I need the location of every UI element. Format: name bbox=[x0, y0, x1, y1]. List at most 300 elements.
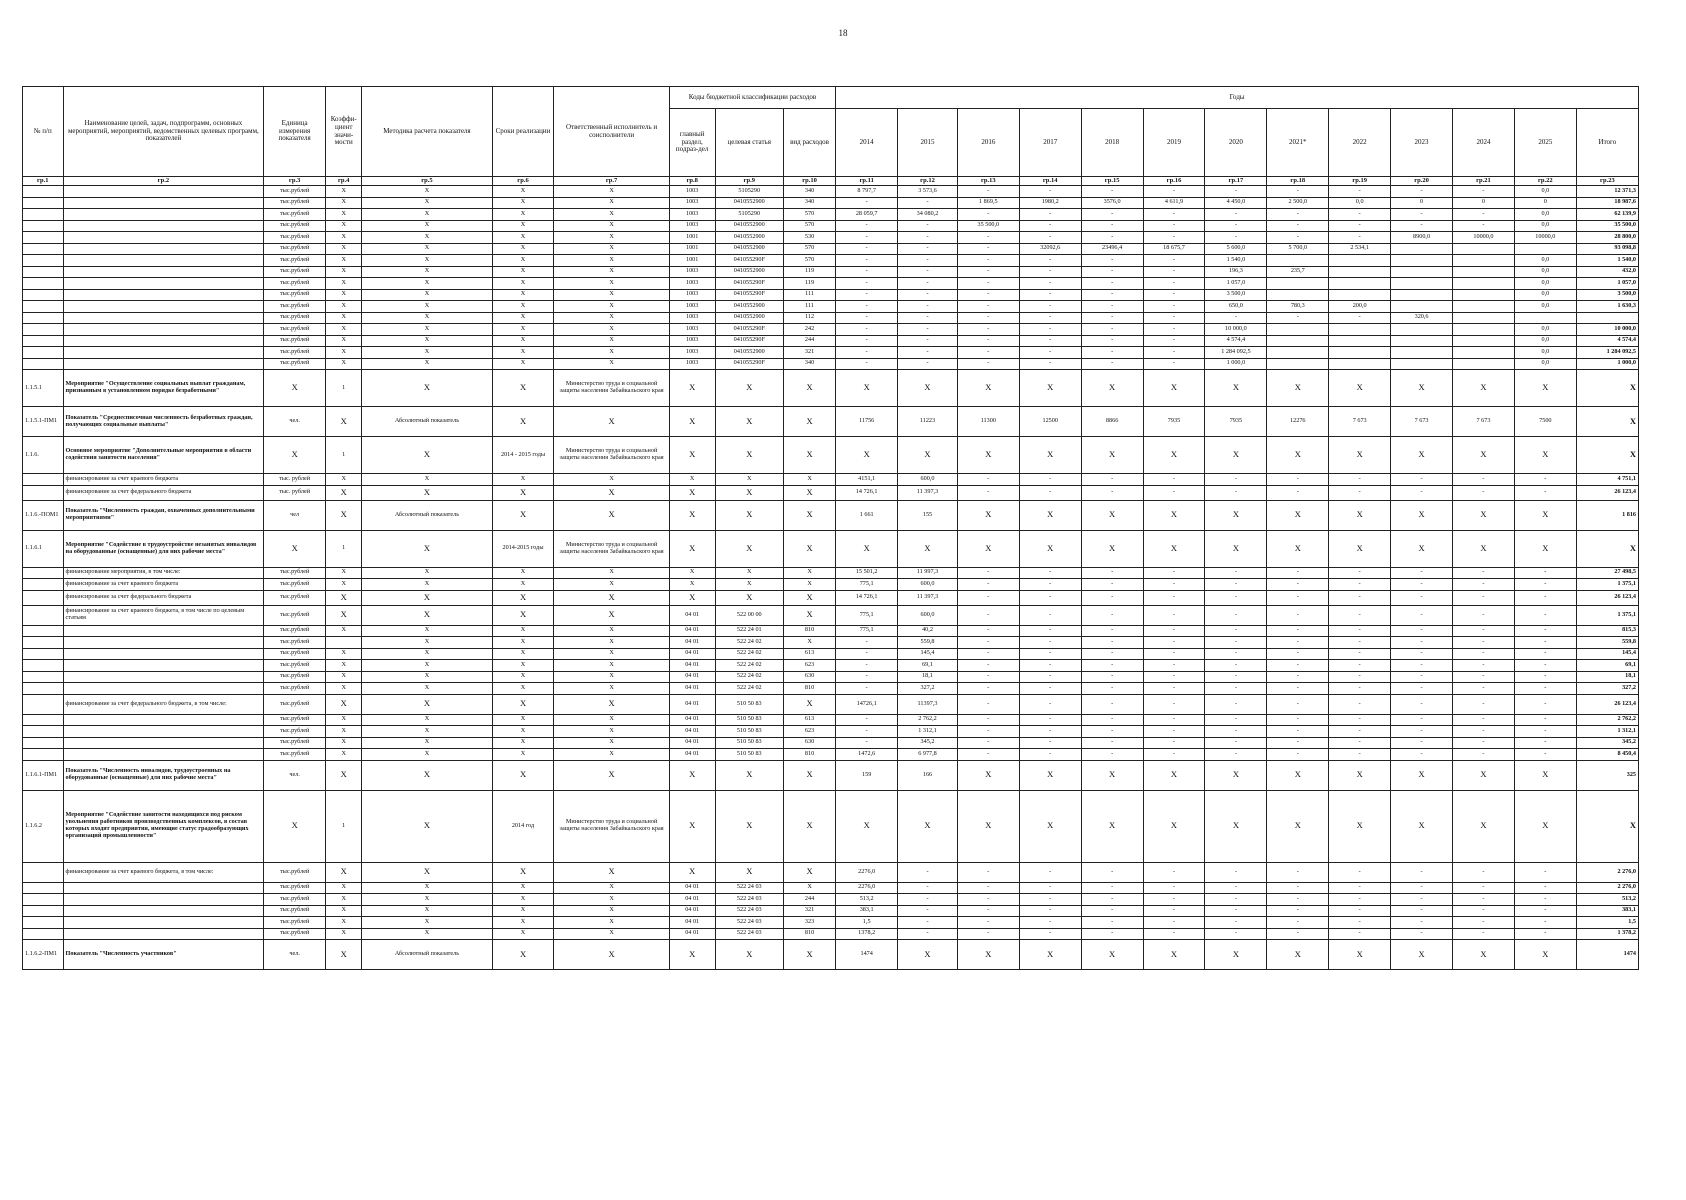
table-cell: X bbox=[1576, 370, 1638, 407]
table-cell: X bbox=[783, 474, 835, 486]
table-cell bbox=[1453, 255, 1515, 267]
table-row bbox=[23, 358, 1639, 370]
table-cell: - bbox=[1267, 648, 1329, 660]
table-cell: - bbox=[836, 358, 898, 370]
table-cell: - bbox=[1514, 694, 1576, 714]
table-cell: X bbox=[1453, 370, 1515, 407]
table-cell: - bbox=[957, 928, 1019, 940]
table-cell: 40,2 bbox=[898, 625, 958, 637]
table-cell: 513,2 bbox=[1576, 894, 1638, 906]
table-cell: 1 284 092,5 bbox=[1576, 347, 1638, 359]
table-cell: - bbox=[1453, 714, 1515, 726]
row-number-cell bbox=[23, 324, 64, 336]
table-cell: - bbox=[1453, 648, 1515, 660]
table-cell: X bbox=[362, 905, 492, 917]
table-cell bbox=[1514, 243, 1576, 255]
row-number-cell bbox=[23, 289, 64, 301]
table-cell: 345,2 bbox=[1576, 737, 1638, 749]
table-cell: Министерство труда и социальной защиты населения Забайкальского края bbox=[554, 530, 669, 567]
table-cell: X bbox=[1576, 790, 1638, 862]
table-cell: X bbox=[362, 485, 492, 500]
table-cell: - bbox=[1081, 882, 1143, 894]
table-cell bbox=[1391, 358, 1453, 370]
table-cell: - bbox=[1267, 862, 1329, 882]
row-name-cell: Мероприятие "Содействие в трудоустройстве незанятых инвалидов на оборудованные (оснащенные) для них рабочие места" bbox=[63, 530, 264, 567]
table-cell: - bbox=[898, 278, 958, 290]
table-cell: тыс.рублей bbox=[264, 660, 326, 672]
table-cell: 1980,2 bbox=[1019, 197, 1081, 209]
table-cell: Министерство труда и социальной защиты населения Забайкальского края bbox=[554, 790, 669, 862]
table-row bbox=[23, 862, 1639, 882]
table-cell: X bbox=[362, 335, 492, 347]
table-cell: 69,1 bbox=[1576, 660, 1638, 672]
table-cell: 522 00 00 bbox=[715, 605, 783, 625]
table-cell: 1003 bbox=[669, 220, 715, 232]
table-cell: X bbox=[326, 324, 362, 336]
table-cell: X bbox=[492, 726, 554, 738]
table-cell: - bbox=[1019, 186, 1081, 198]
table-cell: - bbox=[957, 335, 1019, 347]
table-cell: 0,0 bbox=[1514, 266, 1576, 278]
table-cell: тыс.рублей bbox=[264, 737, 326, 749]
table-cell: 7500 bbox=[1514, 407, 1576, 437]
table-cell: 383,1 bbox=[1576, 905, 1638, 917]
row-name-cell: Основное мероприятие "Дополнительные мероприятия в области содействия занятости населения" bbox=[63, 437, 264, 474]
table-cell: - bbox=[1143, 278, 1205, 290]
table-cell: 04 01 bbox=[669, 726, 715, 738]
table-cell: X bbox=[492, 278, 554, 290]
table-cell: 04 01 bbox=[669, 605, 715, 625]
table-cell: X bbox=[554, 894, 669, 906]
table-cell: - bbox=[1329, 186, 1391, 198]
table-cell: - bbox=[1391, 567, 1453, 579]
table-cell: 04 01 bbox=[669, 637, 715, 649]
table-cell bbox=[1391, 289, 1453, 301]
table-cell: - bbox=[1391, 637, 1453, 649]
table-cell: X bbox=[1329, 500, 1391, 530]
table-cell: 522 24 02 bbox=[715, 637, 783, 649]
table-cell: тыс.рублей bbox=[264, 917, 326, 929]
row-number-cell bbox=[23, 917, 64, 929]
table-cell: 815,3 bbox=[1576, 625, 1638, 637]
table-cell: - bbox=[1205, 928, 1267, 940]
table-cell: 04 01 bbox=[669, 714, 715, 726]
table-cell: - bbox=[1205, 660, 1267, 672]
table-cell: 2014-2015 годы bbox=[492, 530, 554, 567]
table-cell: - bbox=[1267, 637, 1329, 649]
table-cell: X bbox=[1205, 370, 1267, 407]
table-cell: 7935 bbox=[1143, 407, 1205, 437]
row-number-cell: 1.1.6.1 bbox=[23, 530, 64, 567]
table-cell: - bbox=[1205, 209, 1267, 221]
table-cell bbox=[1267, 335, 1329, 347]
table-cell: - bbox=[1205, 737, 1267, 749]
table-row bbox=[23, 605, 1639, 625]
table-cell: - bbox=[957, 737, 1019, 749]
table-cell: - bbox=[1329, 694, 1391, 714]
table-cell: - bbox=[1329, 637, 1391, 649]
table-cell: X bbox=[492, 220, 554, 232]
table-cell: 04 01 bbox=[669, 660, 715, 672]
table-cell: - bbox=[1267, 590, 1329, 605]
table-cell: - bbox=[1205, 590, 1267, 605]
table-cell: X bbox=[1514, 370, 1576, 407]
table-cell: 119 bbox=[783, 278, 835, 290]
table-cell: - bbox=[957, 255, 1019, 267]
table-cell: X bbox=[362, 917, 492, 929]
table-cell: X bbox=[783, 694, 835, 714]
table-cell: 041055290F bbox=[715, 324, 783, 336]
table-row bbox=[23, 289, 1639, 301]
table-cell: 0,0 bbox=[1514, 255, 1576, 267]
table-cell: - bbox=[1019, 590, 1081, 605]
table-cell: - bbox=[1514, 928, 1576, 940]
row-number-cell: 1.1.6.2-ПМ1 bbox=[23, 940, 64, 970]
table-cell: X bbox=[492, 485, 554, 500]
row-name-cell bbox=[63, 232, 264, 244]
table-cell: X bbox=[1391, 530, 1453, 567]
table-cell: - bbox=[836, 266, 898, 278]
table-cell: 780,3 bbox=[1267, 301, 1329, 313]
table-cell: - bbox=[1329, 749, 1391, 761]
table-cell: - bbox=[1391, 862, 1453, 882]
table-cell: X bbox=[1267, 940, 1329, 970]
table-cell: тыс.рублей bbox=[264, 694, 326, 714]
table-cell: 570 bbox=[783, 255, 835, 267]
table-cell: 1 bbox=[326, 437, 362, 474]
table-cell: - bbox=[1514, 637, 1576, 649]
table-cell: X bbox=[362, 862, 492, 882]
table-cell: 145,4 bbox=[898, 648, 958, 660]
table-cell: - bbox=[957, 579, 1019, 591]
table-cell: X bbox=[362, 648, 492, 660]
table-cell bbox=[1329, 289, 1391, 301]
table-cell: X bbox=[326, 694, 362, 714]
table-cell: 2 534,1 bbox=[1329, 243, 1391, 255]
table-cell: - bbox=[1143, 485, 1205, 500]
table-cell: 327,2 bbox=[1576, 683, 1638, 695]
table-cell: - bbox=[1081, 232, 1143, 244]
table-cell: - bbox=[1453, 567, 1515, 579]
table-cell: X bbox=[362, 567, 492, 579]
table-cell: 244 bbox=[783, 335, 835, 347]
table-cell bbox=[1329, 358, 1391, 370]
row-name-cell: Показатель "Среднесписочная численность безработных граждан, получающих социальные выплаты" bbox=[63, 407, 264, 437]
table-cell: тыс.рублей bbox=[264, 590, 326, 605]
table-cell: - bbox=[1081, 671, 1143, 683]
table-row bbox=[23, 474, 1639, 486]
table-cell: X bbox=[326, 266, 362, 278]
table-cell: 340 bbox=[783, 186, 835, 198]
table-cell: - bbox=[1205, 882, 1267, 894]
table-cell: - bbox=[1329, 474, 1391, 486]
table-cell: X bbox=[492, 347, 554, 359]
table-cell: 32092,6 bbox=[1019, 243, 1081, 255]
table-cell: 0410552900 bbox=[715, 243, 783, 255]
table-cell: - bbox=[957, 671, 1019, 683]
table-cell: - bbox=[1081, 590, 1143, 605]
table-cell: X bbox=[669, 579, 715, 591]
row-number-cell bbox=[23, 683, 64, 695]
table-cell: - bbox=[1329, 605, 1391, 625]
table-cell: X bbox=[554, 255, 669, 267]
col-header-name: Наименование целей, задач, подпрограмм, основных мероприятий, мероприятий, ведомственных целевых программ, показателей bbox=[63, 87, 264, 177]
table-cell: 041055290F bbox=[715, 278, 783, 290]
table-cell: 510 50 83 bbox=[715, 737, 783, 749]
table-cell: X bbox=[326, 209, 362, 221]
table-cell: X bbox=[362, 220, 492, 232]
table-cell: X bbox=[1267, 500, 1329, 530]
table-cell: - bbox=[898, 905, 958, 917]
table-cell: 1 375,1 bbox=[1576, 579, 1638, 591]
table-cell: X bbox=[264, 370, 326, 407]
table-cell: 1003 bbox=[669, 289, 715, 301]
table-cell: - bbox=[1514, 862, 1576, 882]
table-row bbox=[23, 347, 1639, 359]
table-cell: X bbox=[1453, 790, 1515, 862]
col-header-coef: Коэффи-циент значи-мости bbox=[326, 87, 362, 177]
table-cell: тыс.рублей bbox=[264, 726, 326, 738]
row-number-cell bbox=[23, 567, 64, 579]
table-cell: - bbox=[957, 301, 1019, 313]
table-cell: - bbox=[1267, 660, 1329, 672]
table-cell: 11300 bbox=[957, 407, 1019, 437]
row-number-cell bbox=[23, 255, 64, 267]
table-cell: X bbox=[362, 278, 492, 290]
table-cell: - bbox=[1329, 894, 1391, 906]
table-cell: X bbox=[362, 474, 492, 486]
table-cell: 111 bbox=[783, 289, 835, 301]
table-cell: - bbox=[1081, 485, 1143, 500]
table-cell: X bbox=[362, 243, 492, 255]
table-cell: X bbox=[362, 530, 492, 567]
table-cell: 15 501,2 bbox=[836, 567, 898, 579]
column-number: гр.5 bbox=[362, 177, 492, 186]
table-cell: 630 bbox=[783, 737, 835, 749]
table-cell: 775,1 bbox=[836, 605, 898, 625]
table-cell: X bbox=[492, 714, 554, 726]
table-cell: X bbox=[898, 530, 958, 567]
table-cell: X bbox=[957, 500, 1019, 530]
table-cell: тыс.рублей bbox=[264, 289, 326, 301]
table-cell: X bbox=[492, 882, 554, 894]
table-cell: - bbox=[1019, 648, 1081, 660]
table-cell: 810 bbox=[783, 928, 835, 940]
table-cell: X bbox=[362, 605, 492, 625]
table-cell: - bbox=[1081, 220, 1143, 232]
table-cell: X bbox=[836, 790, 898, 862]
table-cell: - bbox=[1391, 683, 1453, 695]
table-cell: - bbox=[957, 232, 1019, 244]
row-name-cell bbox=[63, 671, 264, 683]
table-cell: - bbox=[1019, 220, 1081, 232]
table-cell: 0410552900 bbox=[715, 220, 783, 232]
table-cell: X bbox=[1143, 760, 1205, 790]
table-cell: X bbox=[492, 605, 554, 625]
table-cell: - bbox=[1267, 209, 1329, 221]
table-cell: X bbox=[1205, 790, 1267, 862]
row-number-cell bbox=[23, 590, 64, 605]
table-cell: тыс.рублей bbox=[264, 220, 326, 232]
table-cell: X bbox=[264, 790, 326, 862]
table-cell bbox=[1391, 324, 1453, 336]
table-cell: 1,5 bbox=[1576, 917, 1638, 929]
table-cell: 570 bbox=[783, 243, 835, 255]
table-cell: X bbox=[492, 289, 554, 301]
table-cell: X bbox=[554, 197, 669, 209]
table-cell: 1 869,5 bbox=[957, 197, 1019, 209]
table-cell: тыс.рублей bbox=[264, 266, 326, 278]
table-cell: X bbox=[492, 335, 554, 347]
table-cell: - bbox=[1391, 905, 1453, 917]
table-row bbox=[23, 760, 1639, 790]
col-header-code-kind: вид расходов bbox=[783, 109, 835, 177]
table-cell: 522 24 03 bbox=[715, 928, 783, 940]
table-body bbox=[23, 177, 1639, 970]
table-cell: X bbox=[326, 671, 362, 683]
table-cell: - bbox=[957, 714, 1019, 726]
table-cell: X bbox=[554, 289, 669, 301]
table-cell: 775,1 bbox=[836, 579, 898, 591]
table-cell: - bbox=[1205, 567, 1267, 579]
table-cell: - bbox=[1143, 737, 1205, 749]
col-header-code-section: главный раздел, подраз-дел bbox=[669, 109, 715, 177]
table-cell: - bbox=[1329, 714, 1391, 726]
table-cell: - bbox=[1019, 289, 1081, 301]
table-cell: X bbox=[1514, 437, 1576, 474]
table-cell: 1474 bbox=[1576, 940, 1638, 970]
table-cell: - bbox=[1205, 694, 1267, 714]
table-cell: - bbox=[1391, 660, 1453, 672]
table-cell: - bbox=[1019, 928, 1081, 940]
table-cell: тыс.рублей bbox=[264, 637, 326, 649]
table-cell: 1 bbox=[326, 370, 362, 407]
table-cell: 196,3 bbox=[1205, 266, 1267, 278]
table-cell: - bbox=[1019, 232, 1081, 244]
table-cell: 2 762,2 bbox=[898, 714, 958, 726]
table-cell: X bbox=[1081, 530, 1143, 567]
table-cell bbox=[1329, 255, 1391, 267]
table-cell: - bbox=[1391, 671, 1453, 683]
table-cell: X bbox=[715, 407, 783, 437]
table-cell bbox=[1391, 335, 1453, 347]
table-cell: 383,1 bbox=[836, 905, 898, 917]
table-cell: - bbox=[1143, 928, 1205, 940]
table-cell: 320,6 bbox=[1391, 312, 1453, 324]
table-cell: X bbox=[783, 790, 835, 862]
table-cell: - bbox=[957, 749, 1019, 761]
table-cell: - bbox=[1019, 726, 1081, 738]
table-cell: 1003 bbox=[669, 301, 715, 313]
table-cell: 340 bbox=[783, 197, 835, 209]
table-cell: 1472,6 bbox=[836, 749, 898, 761]
table-cell: - bbox=[1143, 749, 1205, 761]
table-cell: X bbox=[1019, 760, 1081, 790]
table-cell: тыс.рублей bbox=[264, 278, 326, 290]
table-cell: X bbox=[326, 358, 362, 370]
table-cell: X bbox=[1019, 437, 1081, 474]
table-cell: - bbox=[957, 882, 1019, 894]
table-cell: X bbox=[554, 500, 669, 530]
table-cell: - bbox=[1081, 266, 1143, 278]
table-cell: X bbox=[1081, 790, 1143, 862]
table-cell: X bbox=[362, 301, 492, 313]
table-cell: 3 573,6 bbox=[898, 186, 958, 198]
table-cell: - bbox=[1514, 749, 1576, 761]
table-cell: X bbox=[1514, 500, 1576, 530]
table-cell: - bbox=[1143, 671, 1205, 683]
row-number-cell bbox=[23, 749, 64, 761]
table-cell: тыс.рублей bbox=[264, 301, 326, 313]
table-cell: - bbox=[1081, 894, 1143, 906]
table-cell: 10 000,0 bbox=[1576, 324, 1638, 336]
table-cell: X bbox=[492, 928, 554, 940]
table-cell: тыс.рублей bbox=[264, 905, 326, 917]
table-cell: - bbox=[1019, 209, 1081, 221]
table-cell: X bbox=[1391, 760, 1453, 790]
table-cell: - bbox=[1081, 358, 1143, 370]
table-cell: X bbox=[1019, 790, 1081, 862]
table-cell: 321 bbox=[783, 905, 835, 917]
table-cell: X bbox=[492, 625, 554, 637]
table-cell: - bbox=[957, 289, 1019, 301]
table-cell: X bbox=[326, 882, 362, 894]
table-cell: 7935 bbox=[1205, 407, 1267, 437]
table-row bbox=[23, 324, 1639, 336]
col-header-terms: Сроки реализации bbox=[492, 87, 554, 177]
row-number-cell: 1.1.6.-ПОМ1 bbox=[23, 500, 64, 530]
table-cell: - bbox=[957, 862, 1019, 882]
table-cell: тыс.рублей bbox=[264, 312, 326, 324]
table-cell: 340 bbox=[783, 358, 835, 370]
table-cell: тыс.рублей bbox=[264, 358, 326, 370]
table-cell: X bbox=[1205, 530, 1267, 567]
table-cell: X bbox=[1514, 530, 1576, 567]
table-cell: чел. bbox=[264, 760, 326, 790]
table-cell: X bbox=[1267, 437, 1329, 474]
table-cell: - bbox=[1143, 335, 1205, 347]
table-cell: X bbox=[1576, 437, 1638, 474]
table-cell: X bbox=[492, 737, 554, 749]
table-cell: - bbox=[1391, 882, 1453, 894]
table-cell: X bbox=[1453, 940, 1515, 970]
table-cell: 522 24 02 bbox=[715, 683, 783, 695]
table-cell: 510 50 83 bbox=[715, 714, 783, 726]
table-cell: 34 080,2 bbox=[898, 209, 958, 221]
table-cell: - bbox=[1205, 917, 1267, 929]
column-number: гр.7 bbox=[554, 177, 669, 186]
table-cell: X bbox=[264, 530, 326, 567]
row-name-cell bbox=[63, 637, 264, 649]
row-number-cell bbox=[23, 232, 64, 244]
table-cell: - bbox=[957, 347, 1019, 359]
table-cell: X bbox=[1453, 530, 1515, 567]
table-cell: X bbox=[492, 232, 554, 244]
table-cell: X bbox=[1267, 530, 1329, 567]
table-row bbox=[23, 197, 1639, 209]
table-cell: тыс.рублей bbox=[264, 197, 326, 209]
table-cell: 2014 год bbox=[492, 790, 554, 862]
table-cell: - bbox=[1019, 882, 1081, 894]
table-cell: X bbox=[492, 500, 554, 530]
table-cell: X bbox=[492, 862, 554, 882]
table-cell: X bbox=[783, 567, 835, 579]
table-cell: X bbox=[669, 940, 715, 970]
table-cell: - bbox=[1329, 862, 1391, 882]
table-cell: 6 977,8 bbox=[898, 749, 958, 761]
table-cell: X bbox=[362, 255, 492, 267]
table-cell: - bbox=[1267, 749, 1329, 761]
